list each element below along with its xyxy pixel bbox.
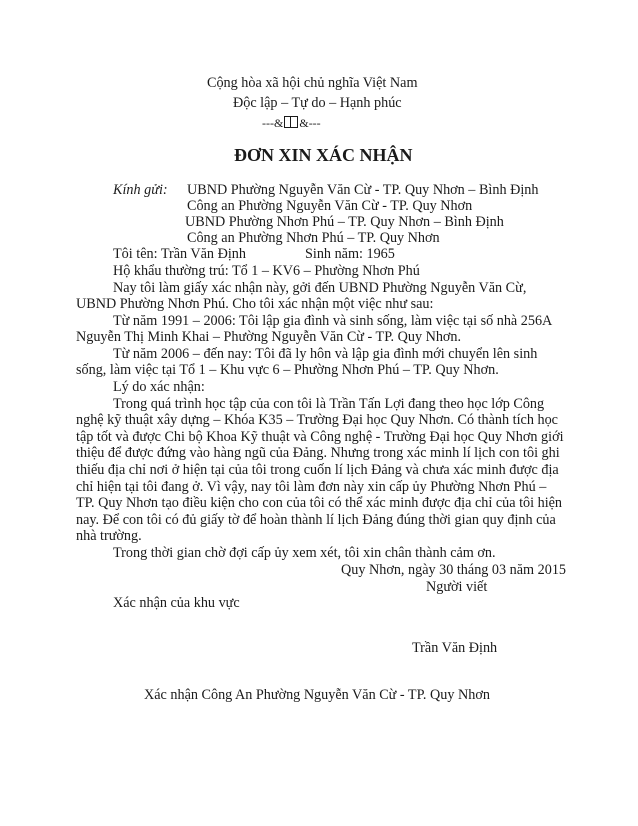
- body-line: nay. Để con tôi có đủ giấy tờ để hoàn thành lí lịch Đảng đúng thời gian quy định của: [76, 512, 556, 528]
- recipient-item: Công an Phường Nhơn Phú – TP. Quy Nhơn: [187, 230, 440, 246]
- body-line: chỉ hiện tại tôi đang ở. Vì vậy, nay tôi làm đơn này xin cấp ủy Phường Nhơn Phú –: [76, 479, 547, 495]
- document-title: ĐƠN XIN XÁC NHẬN: [234, 145, 413, 165]
- body-line: Từ năm 1991 – 2006: Tôi lập gia đình và sinh sống, làm việc tại số nhà 256A: [113, 313, 553, 329]
- recipient-item: Công an Phường Nguyễn Văn Cừ - TP. Quy Nhơn: [187, 198, 473, 214]
- thanks-line: Trong thời gian chờ đợi cấp ủy xem xét, tôi xin chân thành cảm ơn.: [113, 545, 496, 561]
- police-confirmation-label: Xác nhận Công An Phường Nguyễn Văn Cừ - TP. Quy Nhơn: [144, 687, 490, 703]
- body-line: tập tốt và được Chi bộ Khoa Kỹ thuật và Công nghệ - Trường Đại học Quy Nhơn giới: [76, 429, 564, 445]
- ornament-dash-right: ---: [308, 116, 321, 130]
- body-line: Nay tôi làm giấy xác nhận này, gởi đến UBND Phường Nguyễn Văn Cừ,: [113, 280, 527, 296]
- applicant-name: Tôi tên: Trần Văn Định: [113, 246, 246, 262]
- ornament-glyph-right: &: [299, 116, 309, 130]
- recipient-item: UBND Phường Nhơn Phú – TP. Quy Nhơn – Bình Định: [185, 214, 504, 230]
- body-line: Nguyễn Thị Minh Khai – Phường Nguyễn Văn Cừ - TP. Quy Nhơn.: [76, 329, 462, 345]
- body-line: thiếu địa chỉ nơi ở hiện tại của tôi trong cuốn lí lịch Đảng và chưa xác minh được địa: [76, 462, 559, 478]
- national-motto: Độc lập – Tự do – Hạnh phúc: [233, 95, 402, 111]
- body-line: Từ năm 2006 – đến nay: Tôi đã ly hôn và lập gia đình mới chuyển lên sinh: [113, 346, 538, 362]
- ornament-dash-left: ---: [262, 116, 274, 130]
- body-line: nhà trường.: [76, 528, 142, 544]
- ornament-glyph-left: &: [274, 116, 284, 130]
- body-line: Trong quá trình học tập của con tôi là Trần Tấn Lợi đang theo học lớp Công: [113, 396, 545, 412]
- body-line: TP. Quy Nhơn tạo điều kiện cho con của tôi có thể xác minh được địa chỉ của tôi hiện: [76, 495, 563, 511]
- applicant-residence: Hộ khẩu thường trú: Tổ 1 – KV6 – Phường Nhơn Phú: [113, 263, 420, 279]
- recipient-item: UBND Phường Nguyễn Văn Cừ - TP. Quy Nhơn – Bình Định: [187, 182, 539, 198]
- national-title: Cộng hòa xã hội chủ nghĩa Việt Nam: [207, 75, 418, 91]
- ornament-divider: [262, 116, 321, 129]
- recipient-label: Kính gửi:: [113, 182, 168, 198]
- reason-heading: Lý do xác nhận:: [113, 379, 205, 395]
- place-date: Quy Nhơn, ngày 30 tháng 03 năm 2015: [341, 562, 567, 578]
- applicant-birth-year: Sinh năm: 1965: [305, 246, 395, 262]
- area-confirmation-label: Xác nhận của khu vực: [113, 595, 240, 611]
- book-icon: [284, 116, 298, 128]
- body-line: UBND Phường Nhơn Phú. Cho tôi xác nhận một việc như sau:: [76, 296, 434, 312]
- body-line: nghệ kỹ thuật xây dựng – Khóa K35 – Trường Đại học Quy Nhơn. Có thành tích học: [76, 412, 558, 428]
- writer-name: Trần Văn Định: [412, 640, 498, 656]
- body-line: thiệu để được đứng vào hàng ngũ của Đảng. Nhưng trong xác minh lí lịch con tôi ghi: [76, 445, 560, 461]
- writer-label: Người viết: [426, 579, 488, 595]
- body-line: sống, làm việc tại Tổ 1 – Khu vực 6 – Phường Nhơn Phú – TP. Quy Nhơn.: [76, 362, 499, 378]
